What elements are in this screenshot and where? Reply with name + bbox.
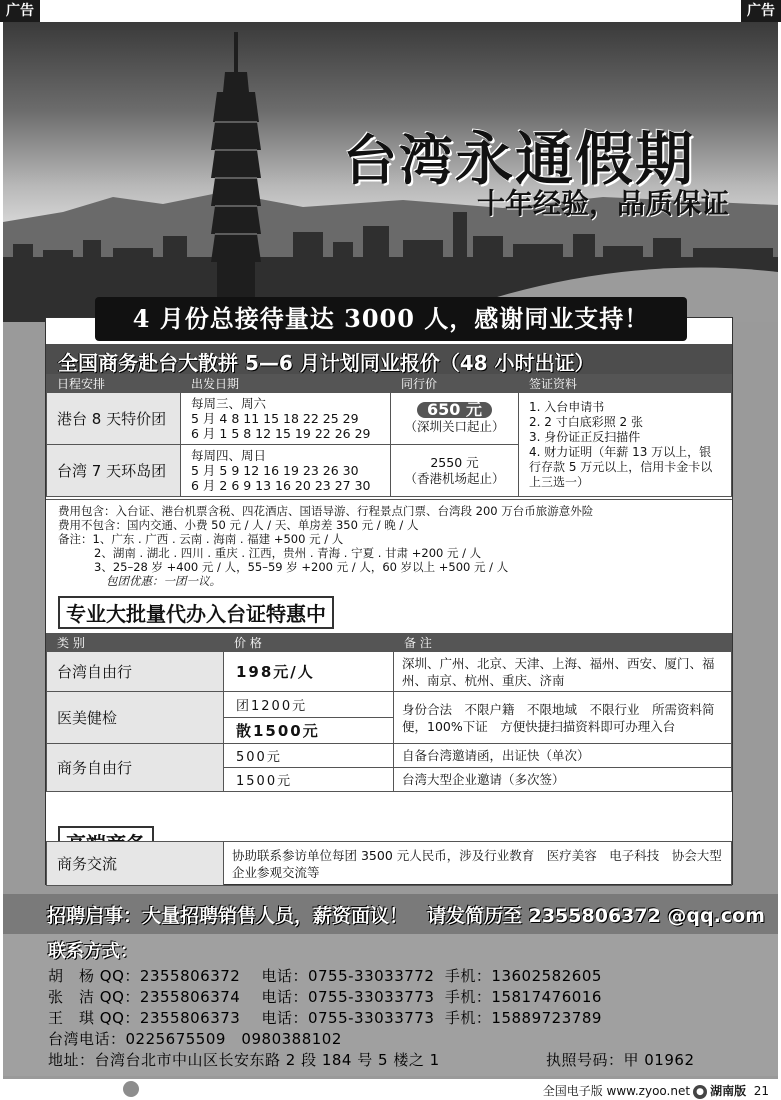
ad-label-right: 广告 — [741, 0, 781, 22]
category-note: 自备台湾邀请函，出证快（单次） — [394, 744, 732, 768]
tour-price: 2550 元 （香港机场起止） — [391, 445, 519, 497]
category-note: 协助联系参访单位每团 3500 元人民币，涉及行业教育 医疗美容 电子科技 协会大型企业参观交流等 — [224, 842, 732, 886]
category-note: 深圳、广州、北京、天津、上海、福州、西安、厦门、福州、南京、杭州、重庆、济南 — [394, 652, 732, 692]
footer-text: 全国电子版 www.zyoo.net ● 湖南版 21 — [542, 1084, 769, 1098]
tour-name: 台湾 7 天环岛团 — [47, 445, 181, 497]
category-price: 198元/人 — [224, 652, 394, 692]
tour-price: 650 元 （深圳关口起止） — [391, 393, 519, 445]
contact-row: 张 洁 QQ：2355806374 电话：0755-33033773 手机：15817476016 — [48, 988, 602, 1006]
circle-icon — [123, 1081, 139, 1097]
col-header-price: 价 格 — [224, 634, 394, 652]
tour-dates: 每周三、周六 5 月 4 8 11 15 18 22 25 29 6 月 1 5 8 12 15 19 22 26 29 — [181, 393, 391, 445]
category-price: 团1200元 — [224, 692, 394, 718]
ad-label-left: 广告 — [0, 0, 40, 22]
permit-table — [46, 633, 732, 792]
category-price: 散1500元 — [224, 718, 394, 744]
group-tour-table — [46, 374, 732, 497]
col-header-dates: 出发日期 — [181, 375, 391, 393]
advertisement-page — [3, 22, 778, 1079]
recruitment-notice: 招聘启事：大量招聘销售人员，薪资面议！ 请发简历至 2355806372 @qq.com — [3, 894, 778, 934]
hero-image — [3, 22, 778, 322]
contact-heading: 联系方式： — [48, 941, 138, 962]
section-permit-heading: 专业大批量代办入台证特惠中 — [46, 595, 732, 623]
tour-name: 港台 8 天特价团 — [47, 393, 181, 445]
col-header-visa: 签证资料 — [519, 375, 732, 393]
table-row — [47, 393, 732, 445]
col-header-category: 类 别 — [47, 634, 224, 652]
table-row — [47, 744, 732, 768]
address: 地址：台湾台北市中山区长安东路 2 段 184 号 5 楼之 1 — [48, 1051, 440, 1069]
contact-row: 王 琪 QQ：2355806373 电话：0755-33033773 手机：15889723789 — [48, 1009, 602, 1027]
col-header-remark: 备 注 — [394, 634, 732, 652]
price-badge: 650 元 — [417, 402, 492, 418]
fee-notes: 费用包含：入台证、港台机票含税、四花酒店、国语导游、行程景点门票、台湾段 200 万台币旅游意外险 费用不包含：国内交通、小费 50 元 / 人 / 天、单房差 350 元 / 晚 / 人 备注：1、广东 . 广西 . 云南 . 海南 . 福建 +500 元 / 人 2、湖南 . 湖北 . 四川 . 重庆 . 江西，贵州 . 青海 . 宁夏 . 甘肃 +200 元 / 人 3、25–28 岁 +400 元 / 人，55–59 岁 +200 元 / 人，60 岁以上 +500 元 / 人 包团优惠：一团一议。 — [46, 499, 732, 585]
section-group-tour-heading: 全国商务赴台大散拼 5—6 月计划同业报价（48 小时出证） — [46, 344, 732, 374]
col-header-price: 同行价 — [391, 375, 519, 393]
category-note: 身份合法 不限户籍 不限地域 不限行业 所需资料简便，100%下证 方便快捷扫描资料即可办理入台 — [394, 692, 732, 744]
company-slogan: 十年经验，品质保证 — [477, 187, 730, 220]
headline-banner: 4 月份总接待量达 3000 人，感谢同业支持！ — [95, 297, 687, 341]
business-table — [46, 841, 732, 886]
table-row — [47, 692, 732, 718]
price-panel — [45, 317, 733, 885]
logo-icon: ● — [693, 1085, 707, 1099]
company-title: 台湾永通假期 — [343, 125, 696, 193]
category-note: 台湾大型企业邀请（多次签） — [394, 768, 732, 792]
tour-dates: 每周四、周日 5 月 5 9 12 16 19 23 26 30 6 月 2 6 9 13 16 20 23 27 30 — [181, 445, 391, 497]
taiwan-phone: 台湾电话：0225675509 0980388102 — [48, 1030, 342, 1048]
table-row — [47, 652, 732, 692]
category-price: 500元 — [224, 744, 394, 768]
contact-row: 胡 杨 QQ：2355806372 电话：0755-33033772 手机：13602582605 — [48, 967, 602, 985]
category-price: 1500元 — [224, 768, 394, 792]
category-name: 医美健检 — [47, 692, 224, 744]
visa-requirements: 1. 入台申请书 2. 2 寸白底彩照 2 张 3. 身份证正反扫描件 4. 财力证明（年薪 13 万以上，银行存款 5 万元以上，信用卡金卡以上三选一） — [519, 393, 732, 497]
category-name: 商务自由行 — [47, 744, 224, 792]
contact-section — [3, 934, 778, 1076]
col-header-schedule: 日程安排 — [47, 375, 181, 393]
page-footer — [0, 1079, 781, 1100]
table-row — [47, 842, 732, 886]
category-name: 商务交流 — [47, 842, 224, 886]
category-name: 台湾自由行 — [47, 652, 224, 692]
license-number: 执照号码：甲 01962 — [546, 1051, 695, 1069]
